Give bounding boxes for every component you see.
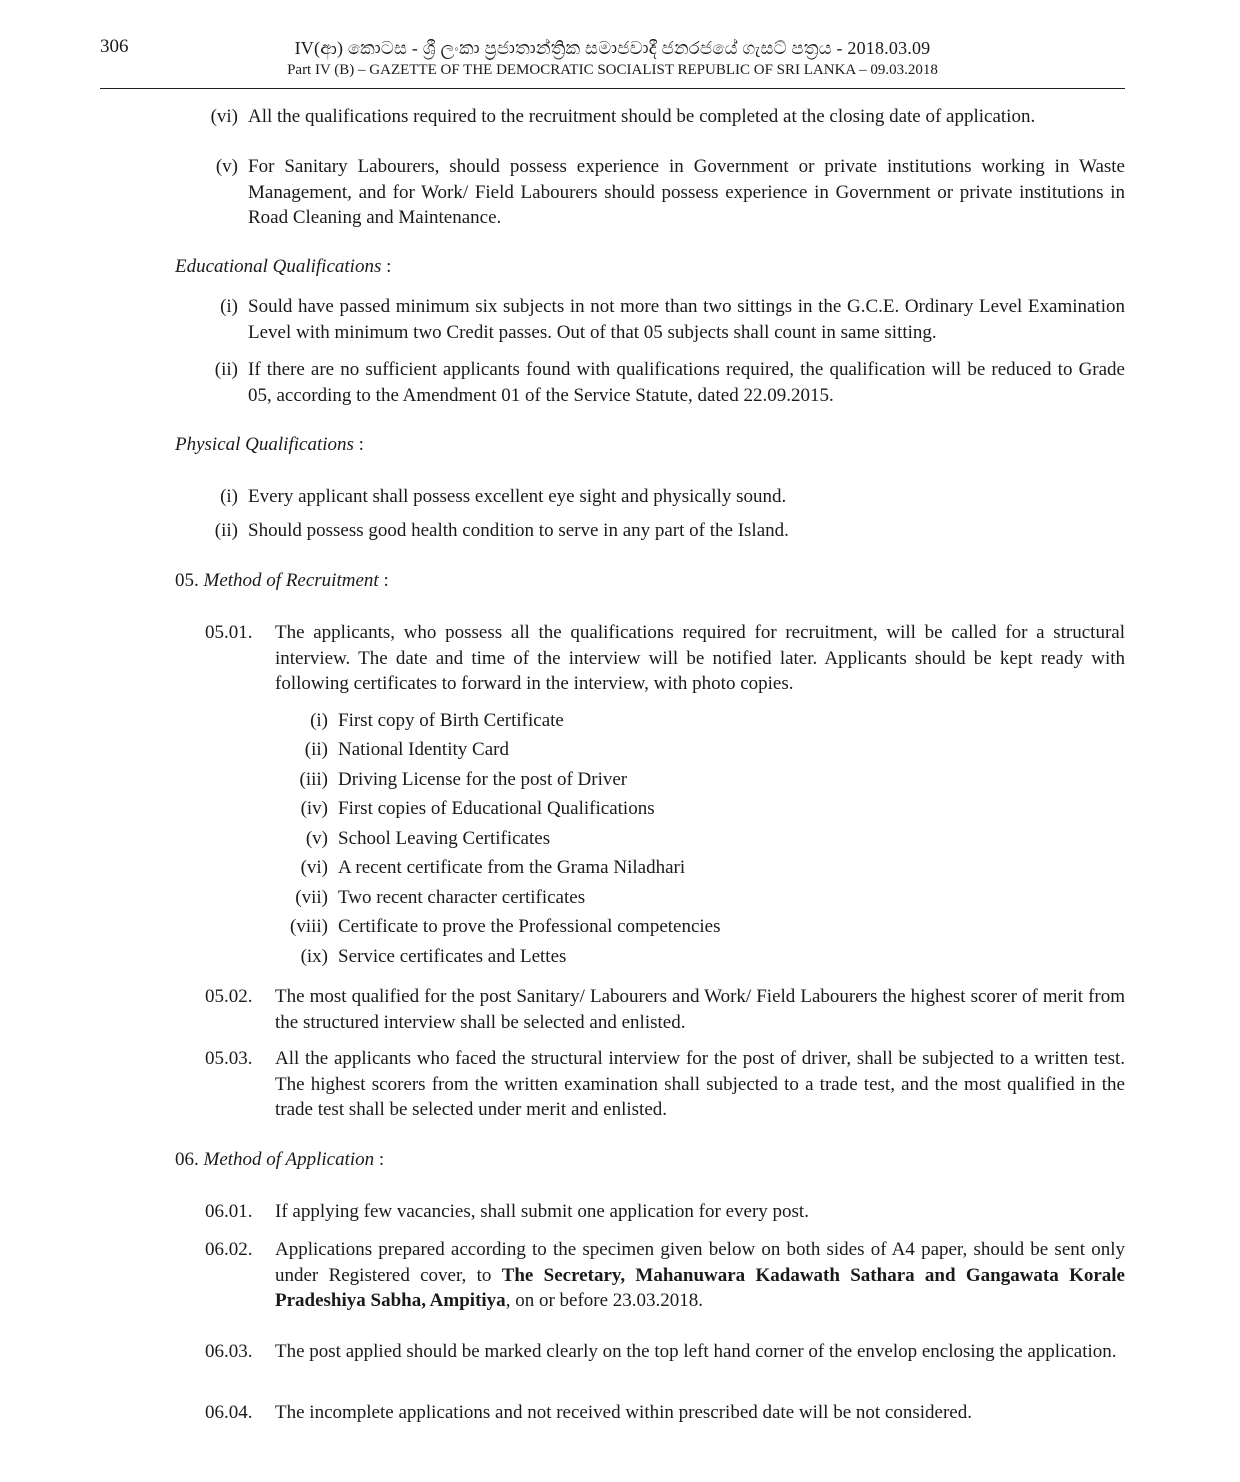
item-number: 05.02.	[205, 986, 253, 1007]
header-divider	[100, 88, 1125, 89]
heading-text: Method of Recruitment	[203, 570, 379, 591]
item-number: (ii)	[214, 520, 238, 541]
section-heading-application	[175, 1149, 384, 1171]
section-heading-physical	[175, 434, 364, 456]
item-text: Should possess good health condition to serve in any part of the Island.	[248, 520, 789, 541]
item-text: A recent certificate from the Grama Niladhari	[338, 857, 686, 878]
item-text: For Sanitary Labourers, should possess experience in Government or private institutions working in Waste Management, and for Work/ Field Labourers should possess experience in Government or private institutions in Road Cleaning and Maintenance.	[248, 156, 1125, 228]
item-text: School Leaving Certificates	[338, 828, 551, 849]
item-number: 05.01.	[205, 622, 253, 643]
item-number: (v)	[215, 156, 238, 177]
item-text: Certificate to prove the Professional competencies	[338, 916, 721, 937]
section-number: 05.	[175, 570, 199, 591]
gazette-title-english: Part IV (B) – GAZETTE OF THE DEMOCRATIC SOCIALIST REPUBLIC OF SRI LANKA – 09.03.2018	[287, 62, 938, 78]
item-text: Driving License for the post of Driver	[338, 769, 628, 790]
item-number: (iv)	[300, 798, 328, 819]
item-text	[275, 1237, 1125, 1314]
heading-suffix: :	[378, 570, 389, 591]
item-text: If applying few vacancies, shall submit one application for every post.	[275, 1201, 809, 1222]
item-text: All the applicants who faced the structural interview for the post of driver, shall be subjected to a written test. The highest scorers from the written examination shall subjected to a trade test, and the most qualified in the trade test shall be selected under merit and enlisted.	[275, 1048, 1125, 1120]
item-number: (ii)	[304, 739, 328, 760]
item-text: The applicants, who possess all the qualifications required for recruitment, will be called for a structural interview. The date and time of the interview will be notified later. Applicants should be kept ready with following certificates to forward in the interview, with photo copies.	[275, 622, 1125, 694]
item-text: First copy of Birth Certificate	[338, 710, 564, 731]
item-text-before: Applications prepared according to the specimen given below on both sides of A4 paper, should be sent only under Registered cover, to	[275, 1239, 1125, 1286]
item-number: 06.03.	[205, 1341, 253, 1362]
heading-suffix: :	[374, 1149, 385, 1170]
item-text: National Identity Card	[338, 739, 509, 760]
section-heading-recruitment	[175, 570, 389, 592]
section-number: 06.	[175, 1149, 199, 1170]
item-number: (i)	[220, 486, 238, 507]
gazette-title-sinhala: IV(ආ) කොටස - ශ්‍රී ලංකා ප්‍රජාතාන්ත්‍රික සමාජවාදී ජනරජයේ ගැසට් පත්‍රය - 2018.03.09	[294, 38, 931, 58]
item-text: If there are no sufficient applicants found with qualifications required, the qualification will be reduced to Grade 05, according to the Amendment 01 of the Service Statute, dated 22.09.2015.	[248, 359, 1125, 406]
item-text: Two recent character certificates	[338, 887, 586, 908]
item-text: The incomplete applications and not received within prescribed date will be not considered.	[275, 1402, 972, 1423]
item-text-after: , on or before 23.03.2018.	[505, 1290, 704, 1311]
item-text: All the qualifications required to the recruitment should be completed at the closing date of application.	[248, 106, 1036, 127]
item-number: 05.03.	[205, 1048, 253, 1069]
item-number: (vi)	[300, 857, 328, 878]
heading-text: Method of Application	[203, 1149, 375, 1170]
heading-text: Educational Qualifications	[175, 256, 382, 277]
heading-suffix: :	[381, 256, 392, 277]
item-number: 06.02.	[205, 1239, 253, 1260]
item-number: (ii)	[214, 359, 238, 380]
section-heading-educational	[175, 256, 391, 278]
item-number: (vii)	[295, 887, 328, 908]
item-text: First copies of Educational Qualifications	[338, 798, 655, 819]
page-number: 306	[100, 36, 129, 57]
item-number: 06.01.	[205, 1201, 253, 1222]
heading-text: Physical Qualifications	[175, 434, 354, 455]
item-number: (iii)	[299, 769, 328, 790]
item-text: Every applicant shall possess excellent eye sight and physically sound.	[248, 486, 787, 507]
item-number: 06.04.	[205, 1402, 253, 1423]
item-number: (i)	[220, 296, 238, 317]
heading-suffix: :	[353, 434, 364, 455]
item-number: (v)	[305, 828, 328, 849]
item-number: (i)	[310, 710, 328, 731]
item-text: Sould have passed minimum six subjects in not more than two sittings in the G.C.E. Ordinary Level Examination Level with minimum two Credit passes. Out of that 05 subjects shall count in same sitting.	[248, 296, 1125, 343]
certificate-list	[238, 708, 838, 978]
item-number: (vi)	[210, 106, 238, 127]
item-text: The most qualified for the post Sanitary/ Labourers and Work/ Field Labourers the highest scorer of merit from the structured interview shall be selected and enlisted.	[275, 986, 1125, 1033]
item-text: The post applied should be marked clearly on the top left hand corner of the envelop enclosing the application.	[275, 1341, 1117, 1362]
item-number: (ix)	[300, 946, 328, 967]
item-number: (viii)	[290, 916, 328, 937]
addressee-bold: The Secretary, Mahanuwara Kadawath Sathara and Gangawata Korale Pradeshiya Sabha, Ampitiya	[275, 1264, 1125, 1311]
item-text: Service certificates and Lettes	[338, 946, 567, 967]
